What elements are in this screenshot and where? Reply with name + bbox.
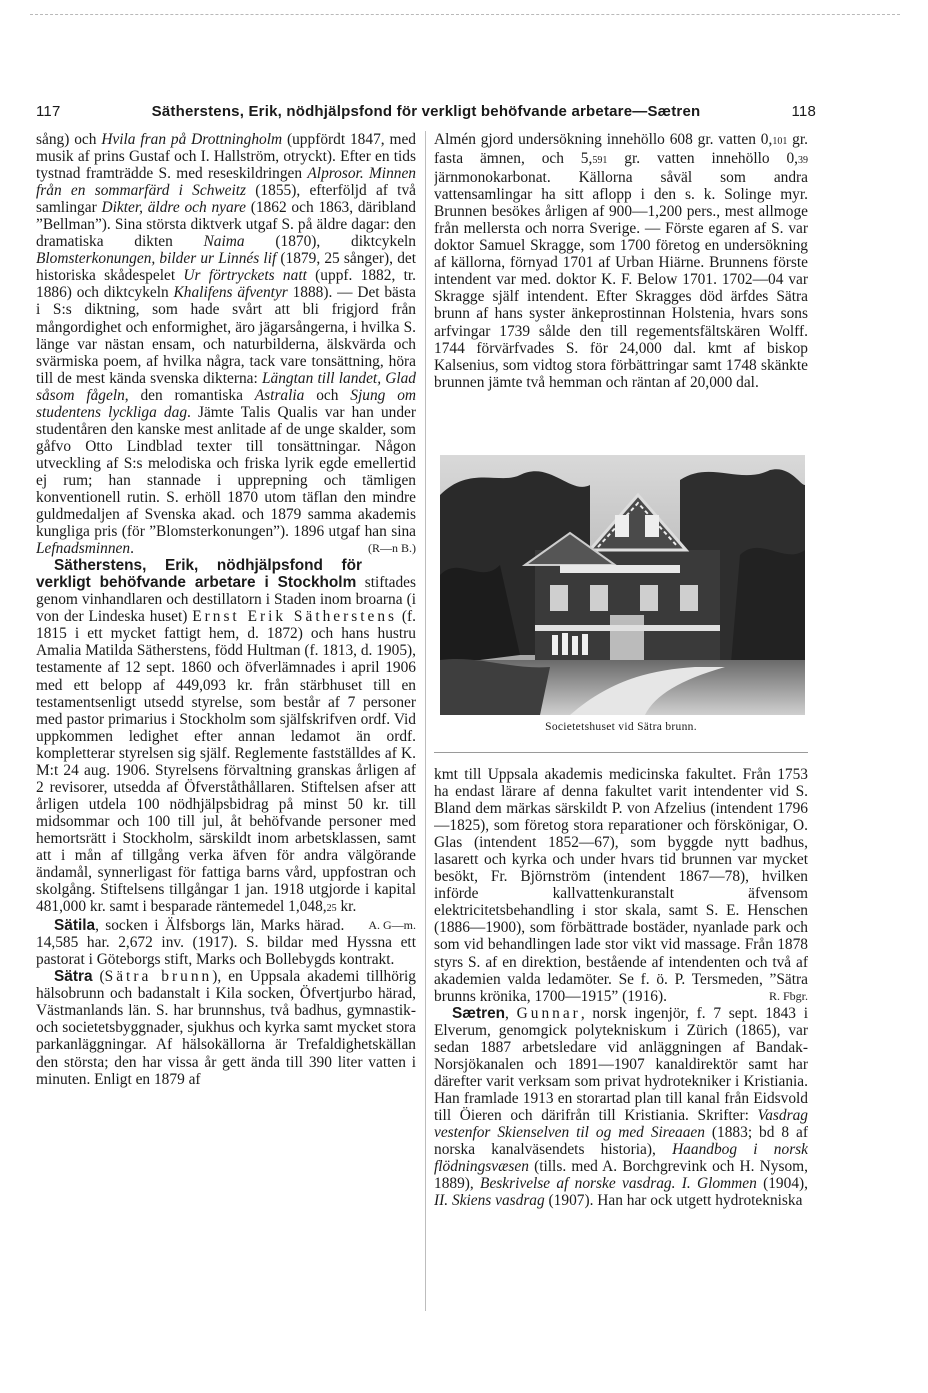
text-run: 25 — [326, 903, 337, 915]
left-column — [36, 131, 416, 1301]
text-run: Ur förtryckets natt — [183, 267, 307, 285]
page-number-left: 117 — [36, 103, 61, 120]
photo-societetshuset — [440, 455, 805, 715]
text-run: Lefnadsminnen — [36, 540, 131, 558]
text-run: Sätra — [54, 968, 93, 986]
right-column-top — [434, 131, 808, 436]
text-run: Khalifens äfventyr — [173, 284, 288, 302]
article-satra-history: kmt till Uppsala akademis medicinska fakultet. Från 1753 ha endast lärare af denna fakultet varit intendenter vid S. Bland dem märkas särskildt P. von Afzelius (intendent 1796—1825), som företog stora reparationer och förskönigar, O. Glas (intendent 1852—67), som byggde nytt badhus, lasarett och kyrka och under hvars tid brunnen var mycket besökt, Fr. Björnström (intendent 1867—78), hvilken införde kallvattenkuranstalt äfvensom elektricitetsbehandling i stor skala, samt S. E. Henschen (1886—1900), som förbättrade bostäder, nyanlade park och som vid behandlingen lade stor vikt vid massage. Från 1878 styrs S. af en direktion, bestående af intendenten och två af akademien valda ledamöter. Se f. ö. P. Tersmeden, ”Sätra brunns krönika, 1700—1915” (1916). R. Fbgr. — [434, 766, 808, 1005]
text-run: Naima — [203, 233, 245, 251]
article-satherstens-fond: Sätherstens, Erik, nödhjälpsfond för verkligt behöfvande arbetare i Stockholm stiftades genom vinhandlaren och destillatorn i Staden inom broarna (i von der Lindeska huset) Ernst Erik Sätherstens (f. 1815 i ett mycket fattigt hem, d. 1872) och hans hustru Amalia Matilda Sätherstens, född Hultman (f. 1813, d. 1905), testamente af 12 sept. 1860 och öfverlämnades i april 1906 med ett belopp af 449,093 kr. från stärbhuset till en testamentsenligt utsedd styrelse, som består af 7 personer med pastor primarius i Stockholm som själfskrifven ordf. Vid uppkommen ledighet efter annan ledamot än ordf. kompletterar styrelsen sig själf. Reglemente fastställdes af K. M:t 24 aug. 1906. Styrelsens förvaltning granskas årligen af 2 revisorer, utsedda af Öfverståthållaren. Stiftelsen afser att årligen utdela 100 nödhjälpsbidrag på minst 50 kr. till midsommar och 100 till jul, åt behöfvande personer med hemortsrätt i Stockholm, särskildt inom arbetsklassen, samt att i mån af tillgång verka äfven för andra välgörande ändamål, synnerligast för fattiga barns vård, uppfostran och skolgång. Stiftelsens tillgångar 1 jan. 1918 utgjorde i kapital 481,000 kr. samt i besparade räntemedel 1,048,25 kr. A. G—m. — [36, 557, 416, 917]
text-run: Astralia — [254, 386, 305, 404]
figure-separator — [434, 752, 808, 753]
right-column-bottom — [434, 766, 808, 1306]
article-satra: Sätra (Sätra brunn), en Uppsala akademi tillhörig hälsobrunn och badanstalt i Kila socken, Öfvertjurbo härad, Västmanlands län. S. har brunnshus, två badhus, gymnastik- och societetsbyggnader, sjukhus och kyrka samt mycket stora parkanläggningar. Af hälsokällorna är Trefaldighetskällan den största; den har vissa år gett ända till 390 liter vatten i minuten. Enligt en 1879 af — [36, 968, 416, 1088]
text-run: 39 — [798, 155, 808, 167]
page-number-right: 118 — [791, 103, 816, 120]
text-run: Beskrivelse af norske vasdrag. I. Glommen — [480, 1175, 757, 1193]
article-satila: Sätila, socken i Älfsborgs län, Marks härad. 14,585 har. 2,672 inv. (1917). S. bildar med Hyssna ett pastorat i Göteborgs stift, Marks och Bollebygds kontrakt. — [36, 917, 416, 969]
text-run: Hvila fran på Drottningholm — [101, 131, 283, 148]
signature: A. G—m. — [368, 918, 416, 933]
top-scan-rule — [30, 14, 900, 15]
text-run: Dikter, äldre och nyare — [101, 199, 246, 217]
text-run: Alprosor. Minnen från en sommarfärd i Schweitz — [36, 165, 416, 200]
article-saetren-gunnar: Sætren, Gunnar, norsk ingenjör, f. 7 sept. 1843 i Elverum, genomgick polytekniskum i Zürich (1865), var sedan 1887 arbetsledare vid anläggningen af Bandak-Norsjökanalen och 1891—1907 kanaldirektör samt har därefter varit verksam som privat hydrotekniker i Kristiania. Han framlade 1913 en storartad plan till kanal från Eidsvold till Öieren och därifrån till Kristiania. Skrifter: Vasdrag vestenfor Skienselven til og med Sireaaen (1883; bd 8 af norska kanalväsendets historia), Haandbog i norsk flödningsvæsen (tills. med A. Borchgrevink och H. Nysom, 1889), Beskrivelse af norske vasdrag. I. Glommen (1904), II. Skiens vasdrag (1907). Han har ock utgett hydrotekniska — [434, 1004, 808, 1210]
article-satra-continued: Almén gjord undersökning innehöllo 608 gr. vatten 0,101 gr. fasta ämnen, och 5,591 gr. vatten innehöllo 0,39 järnmonokarbonat. Källorna såväl som andra vattensamlingar ha sitt aflopp i den s. k. Solinge myr. Brunnen besökes årligen af 900—1,200 pers., mest allmoge från mellersta och norra Sverige. — Förste egaren af S. var doktor Samuel Skragge, som 1700 företog en undersökning af källorna, förnyad 1701 af Urban Hiärne. Brunnens förste intendent var med. doktor K. F. Below 1701. 1702—04 var Skragge själf intendent. Efter Skragges död ärfdes Sätra brunn af hans syster änkeprostinnan Holstenia, hvars sons arfvingar 1739 sålde den till regementsfältskären Wolff. 1744 förvärfvades S. för 24,000 dal. kmt af biskop Kalsenius, som vidtog stora förbättringar samt 1748 skänkte brunnen jämte två hemman och räntan af 20,000 dal. — [434, 131, 808, 391]
text-run: Längtan till landet, Glad såsom fågeln — [36, 369, 416, 404]
photo-illustration — [440, 455, 805, 715]
text-run: 101 — [772, 136, 788, 147]
article-sathersten-poetry: sång) och Hvila fran på Drottningholm (uppfördt 1847, med musik af prins Gustaf och I. Hallström, otryckt). Efter en tids tystnad framträdde S. med reseskildringen Alprosor. Minnen från en sommarfärd i Schweitz (1855), efterföljd af två samlingar Dikter, äldre och nyare (1862 och 1863, däribland ”Bellman”). Sina största diktverk utgaf S. på äldre dagar: den dramatiska dikten Naima (1870), diktcykeln Blomsterkonungen, bilder ur Linnés lif (1879, 25 sånger), det historiska skådespelet Ur förtryckets natt (uppf. 1882, tr. 1886) och diktcykeln Khalifens äfventyr 1888). — Det bästa i S:s diktning, som hade svårt att bli frigjord från mångordighet och enformighet, äro jägarsångerna, i hvilka S. länge var nästan ensam, och naturbilderna, älskvärda och svärmiska poem, af hvilka några, tack vare tonsättning, höra till de mest kända svenska dikterna: Längtan till landet, Glad såsom fågeln, den romantiska Astralia och Sjung om studentens lyckliga dag. Jämte Talis Qualis var han under studentåren den kanske mest anlitade af de unge skalder, som gåfvo Otto Lindblad texter till tonsättningar. Någon utveckling af S:s melodiska och friska lyrik egde emellertid ej rum; han stannade i upprepning och tämligen konventionell rutin. S. erhöll 1870 utom täflan den mindre guldmedaljen af Svenska akad. och 1879 samma akademis kungliga pris (för ”Blomsterkonungen”). 1896 utgaf han sina Lefnadsminnen. — [36, 131, 416, 558]
text-run: Sätherstens, Erik, nödhjälpsfond för verkligt behöfvande arbetare i Stockholm — [36, 557, 362, 592]
text-run: Sätra brunn — [104, 968, 213, 986]
text-run: Sätila — [54, 917, 96, 935]
signature: R. Fbgr. — [768, 988, 808, 1003]
text-run: Ernst Erik Sätherstens — [192, 608, 398, 626]
text-run: Sætren — [452, 1004, 506, 1022]
text-run: Haandbog i norsk flödningsvæsen — [434, 1141, 808, 1176]
text-run: Sjung om studentens lyckliga dag — [36, 386, 416, 421]
photo-caption: Societetshuset vid Sätra brunn. — [545, 721, 697, 733]
running-title: Sätherstens, Erik, nödhjälpsfond för verkligt behöfvande arbetare—Sætren — [151, 103, 701, 120]
page-header — [36, 103, 816, 125]
text-run: Blomsterkonungen, bilder ur Linnés lif — [36, 250, 277, 268]
column-divider — [425, 131, 426, 1311]
text-run: Vasdrag vestenfor Skienselven til og med Sireaaen — [434, 1106, 808, 1141]
text-run: II. Skiens vasdrag — [434, 1192, 545, 1210]
signature: (R—n B.) — [368, 541, 416, 556]
text-run: 591 — [592, 155, 608, 167]
text-run: Gunnar — [516, 1004, 581, 1022]
